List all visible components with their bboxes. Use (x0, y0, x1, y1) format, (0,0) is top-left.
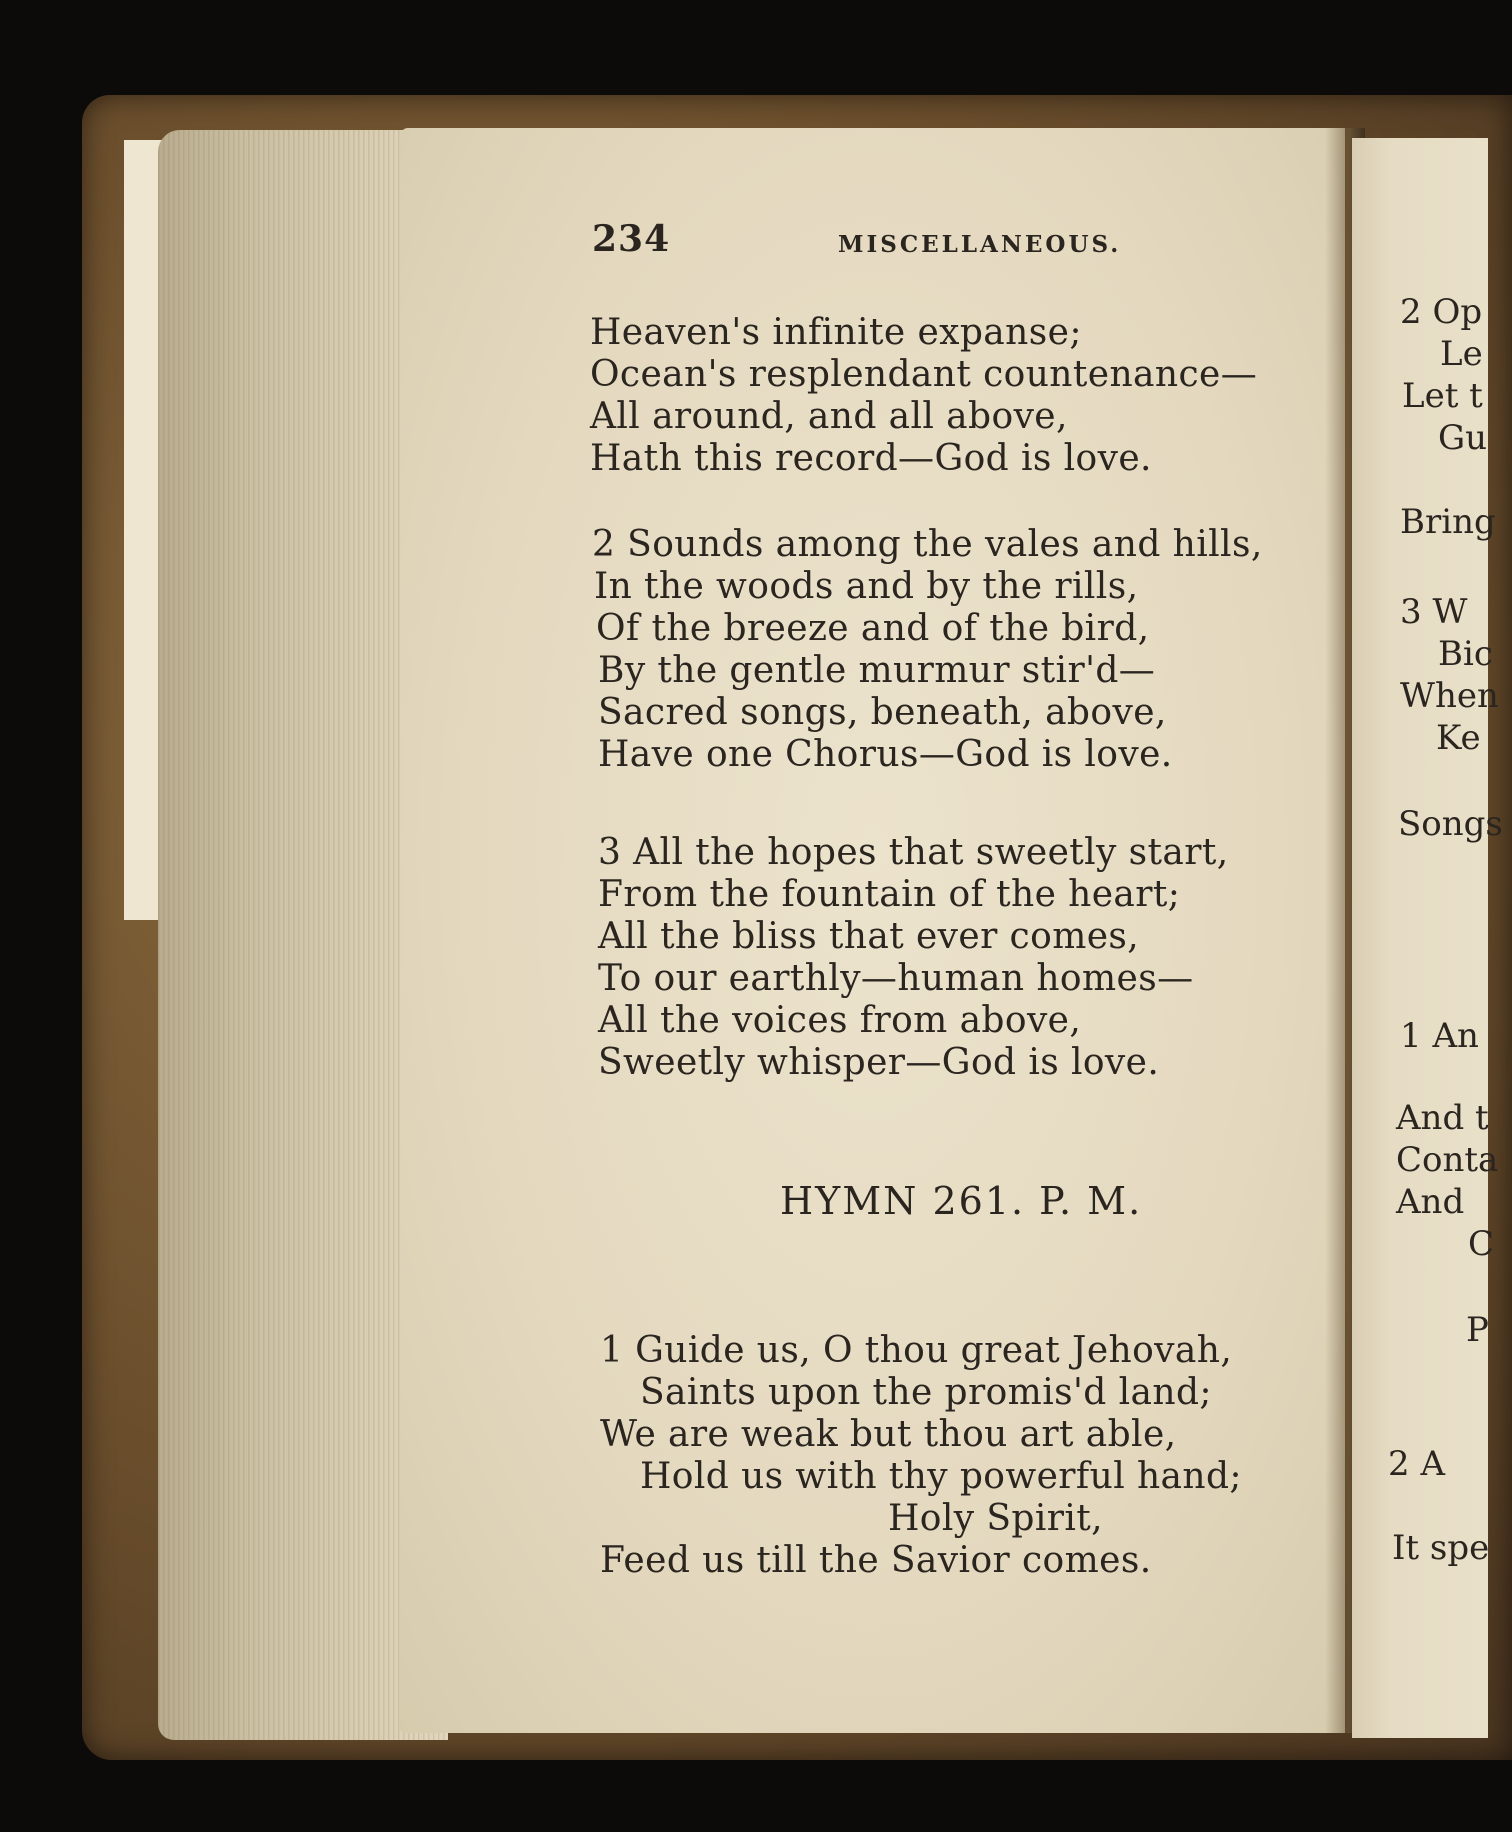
facing-fragment: 3 W (1400, 592, 1468, 632)
page-number: 234 (592, 218, 671, 260)
verse-line: Hath this record—God is love. (590, 438, 1152, 479)
verse-line: To our earthly—human homes— (598, 958, 1194, 999)
facing-fragment: Songs (1398, 804, 1503, 844)
verse-line: In the woods and by the rills, (594, 566, 1139, 607)
facing-fragment: 1 An (1400, 1016, 1479, 1056)
facing-fragment: 2 Op (1400, 292, 1483, 332)
facing-fragment: Bring (1400, 502, 1496, 542)
verse-line: Feed us till the Savior comes. (600, 1540, 1152, 1581)
facing-fragment: C (1468, 1224, 1495, 1264)
running-head: MISCELLANEOUS. (838, 231, 1122, 258)
facing-fragment: 2 A (1388, 1444, 1445, 1484)
verse-line: Hold us with thy powerful hand; (640, 1456, 1242, 1497)
hymn-title: HYMN 261. P. M. (780, 1179, 1143, 1223)
verse-line: All the voices from above, (598, 1000, 1082, 1041)
facing-fragment: Ke (1436, 718, 1481, 758)
verse-line: 3 All the hopes that sweetly start, (598, 832, 1229, 873)
verse-line: Of the breeze and of the bird, (596, 608, 1150, 649)
verse-line: All the bliss that ever comes, (598, 916, 1140, 957)
verse-line: Holy Spirit, (888, 1498, 1104, 1539)
verse-line: Sweetly whisper—God is love. (598, 1042, 1160, 1083)
facing-fragment: Gu (1438, 418, 1488, 458)
verse-line: Have one Chorus—God is love. (598, 734, 1173, 775)
verse-line: We are weak but thou art able, (600, 1414, 1177, 1455)
facing-fragment: P (1466, 1310, 1489, 1350)
facing-fragment: And (1396, 1182, 1465, 1222)
facing-fragment: Bic (1438, 634, 1493, 674)
verse-line: 2 Sounds among the vales and hills, (592, 524, 1263, 565)
verse-line: From the fountain of the heart; (598, 874, 1181, 915)
facing-fragment: And t (1396, 1098, 1489, 1138)
verse-line: All around, and all above, (590, 396, 1068, 437)
facing-fragment: Let t (1402, 376, 1483, 416)
verse-line: 1 Guide us, O thou great Jehovah, (600, 1330, 1233, 1371)
verse-line: Ocean's resplendant countenance— (590, 354, 1258, 395)
facing-fragment: Le (1440, 334, 1483, 374)
verse-line: Sacred songs, beneath, above, (598, 692, 1167, 733)
facing-fragment: Conta (1396, 1140, 1499, 1180)
verse-line: Heaven's infinite expanse; (590, 312, 1082, 353)
facing-fragment: It spe (1392, 1528, 1490, 1568)
verse-line: By the gentle murmur stir'd— (598, 650, 1156, 691)
verse-line: Saints upon the promis'd land; (640, 1372, 1212, 1413)
facing-fragment: When (1400, 676, 1499, 716)
